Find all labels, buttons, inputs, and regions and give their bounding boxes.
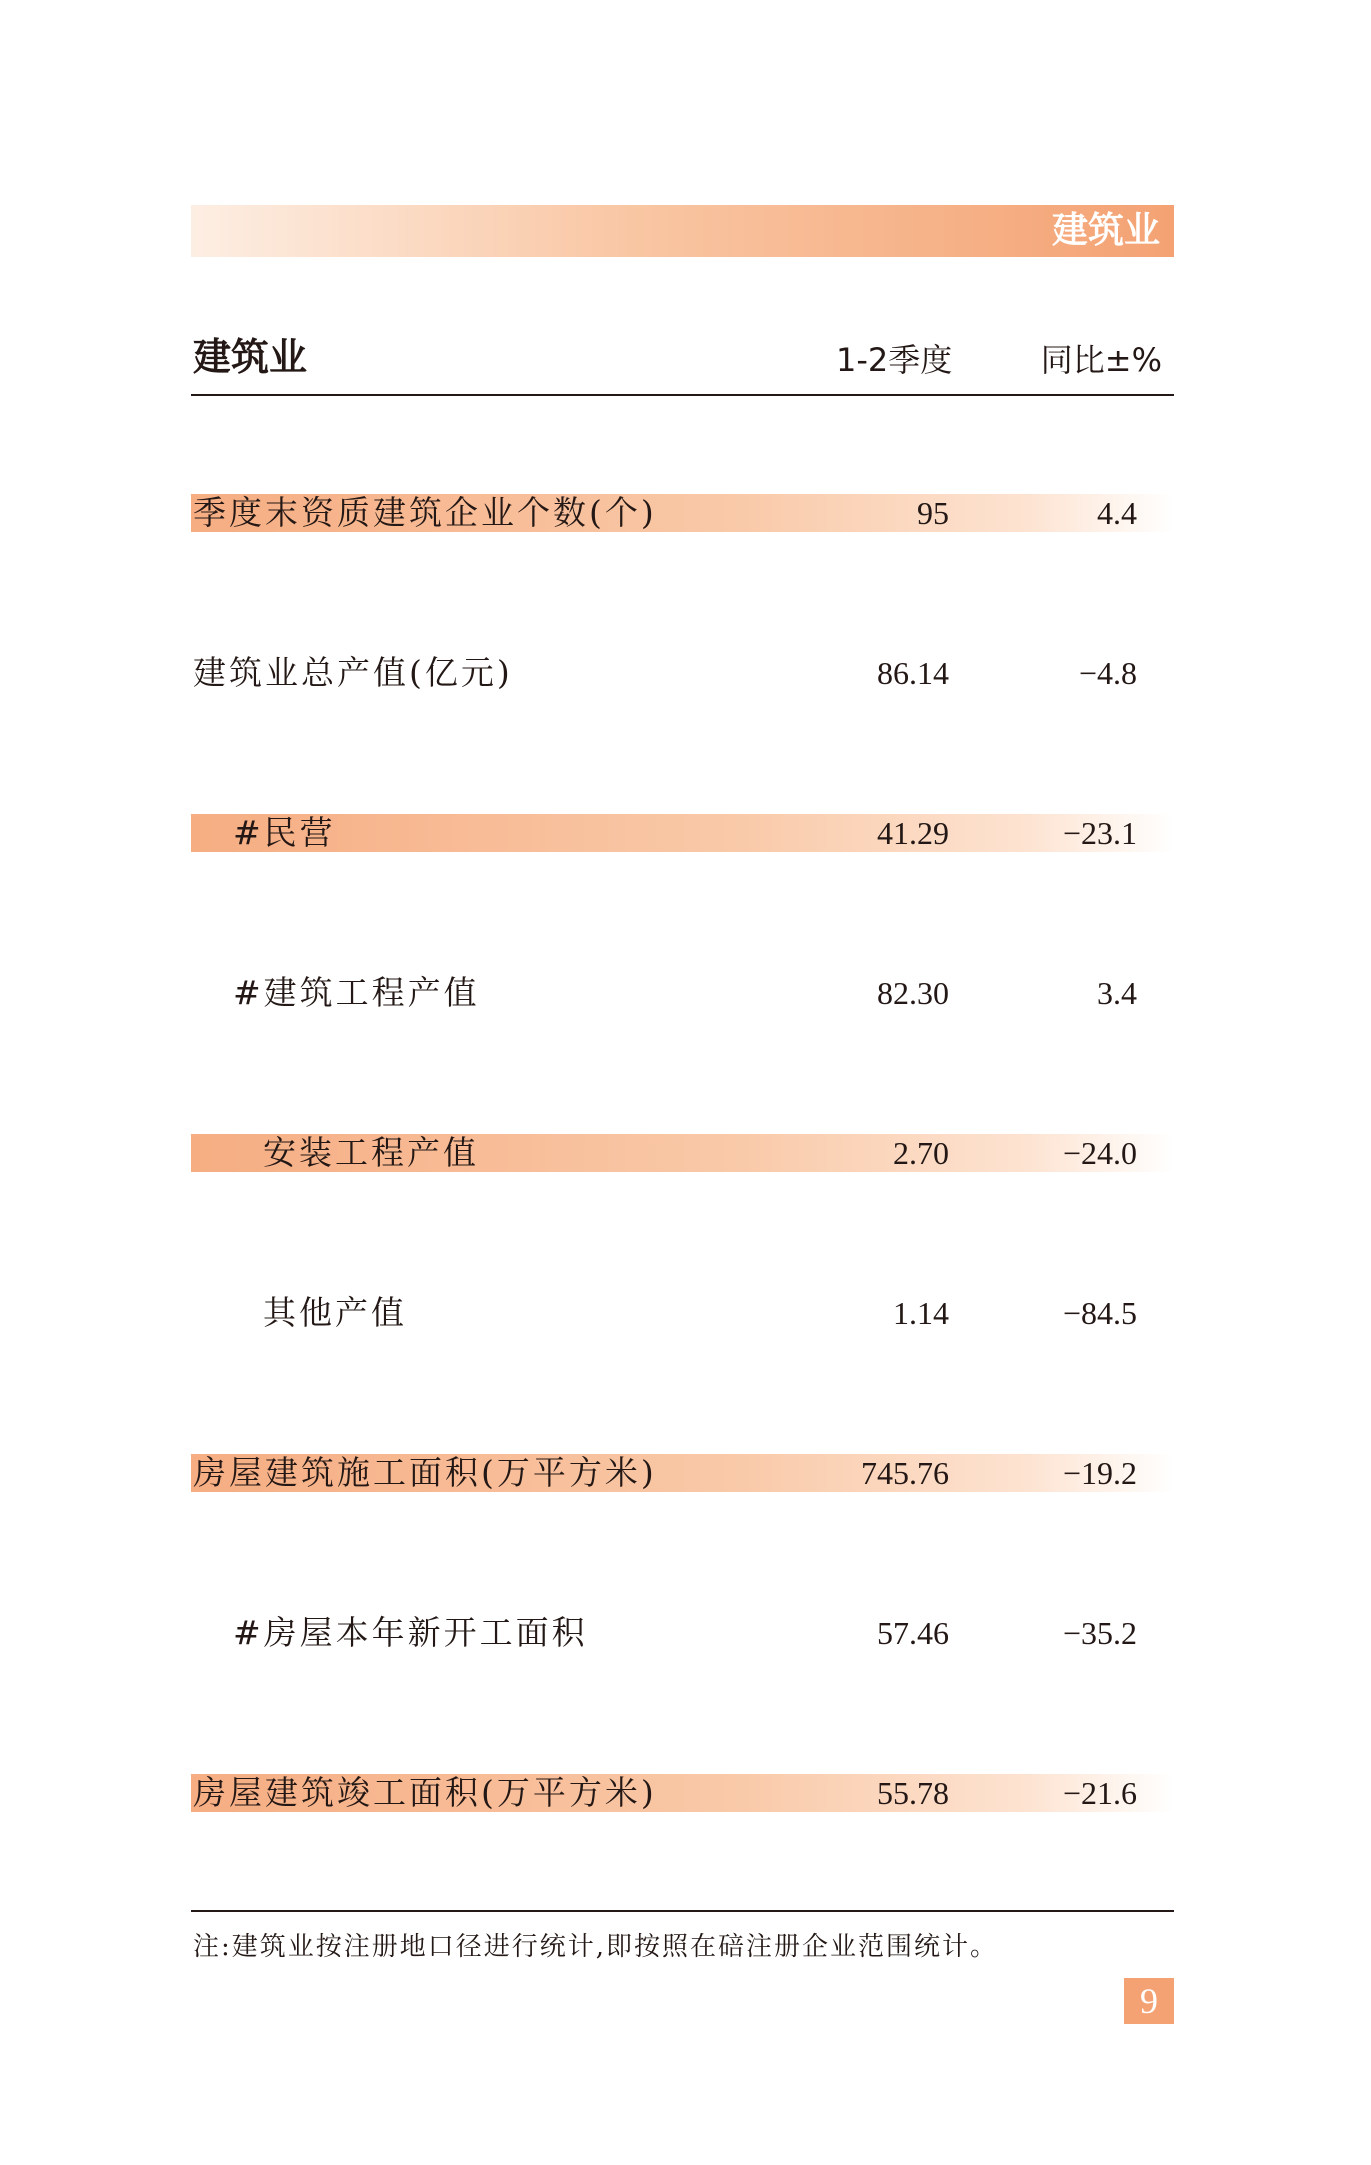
row-yoy: 3.4 bbox=[1097, 975, 1137, 1011]
table-header bbox=[191, 328, 1174, 396]
table-row bbox=[191, 654, 1174, 692]
page-number: 9 bbox=[1124, 1978, 1174, 2024]
section-title: 建筑业 bbox=[1051, 210, 1160, 251]
row-value: 86.14 bbox=[877, 655, 949, 691]
row-yoy: −4.8 bbox=[1078, 655, 1137, 691]
table-row bbox=[191, 974, 1174, 1012]
row-value: 82.30 bbox=[877, 975, 949, 1011]
row-value: 55.78 bbox=[877, 1775, 949, 1811]
row-yoy: 4.4 bbox=[1097, 495, 1137, 531]
row-label: 房屋建筑竣工面积(万平方米) bbox=[193, 1773, 657, 1812]
row-yoy: −23.1 bbox=[1062, 815, 1137, 851]
header-yoy: 同比±% bbox=[1040, 341, 1162, 379]
row-label: #民营 bbox=[233, 813, 336, 852]
table-row bbox=[191, 494, 1174, 532]
row-yoy: −24.0 bbox=[1062, 1135, 1137, 1171]
row-yoy: −84.5 bbox=[1062, 1295, 1137, 1331]
row-label: 季度末资质建筑企业个数(个) bbox=[193, 493, 657, 532]
row-label: 建筑业总产值(亿元) bbox=[193, 653, 513, 692]
row-label: 房屋建筑施工面积(万平方米) bbox=[193, 1453, 657, 1492]
header-label: 建筑业 bbox=[193, 335, 308, 379]
table-row bbox=[191, 1294, 1174, 1332]
table-row bbox=[191, 1614, 1174, 1652]
table-row bbox=[191, 814, 1174, 852]
table-bottom-rule bbox=[191, 1910, 1174, 1912]
row-label: #建筑工程产值 bbox=[233, 973, 480, 1012]
row-yoy: −19.2 bbox=[1062, 1455, 1137, 1491]
row-value: 95 bbox=[917, 495, 949, 531]
row-value: 1.14 bbox=[893, 1295, 949, 1331]
row-label: 安装工程产值 bbox=[263, 1133, 479, 1172]
row-value: 745.76 bbox=[861, 1455, 949, 1491]
row-value: 2.70 bbox=[893, 1135, 949, 1171]
footnote: 注:建筑业按注册地口径进行统计,即按照在碚注册企业范围统计。 bbox=[193, 1932, 999, 1962]
row-value: 57.46 bbox=[877, 1615, 949, 1651]
table-row bbox=[191, 1134, 1174, 1172]
row-label: #房屋本年新开工面积 bbox=[233, 1613, 588, 1652]
table-row bbox=[191, 1774, 1174, 1812]
row-value: 41.29 bbox=[877, 815, 949, 851]
section-banner bbox=[191, 205, 1174, 257]
row-yoy: −35.2 bbox=[1062, 1615, 1137, 1651]
table-row bbox=[191, 1454, 1174, 1492]
row-yoy: −21.6 bbox=[1062, 1775, 1137, 1811]
row-label: 其他产值 bbox=[263, 1293, 407, 1332]
header-period: 1-2季度 bbox=[836, 341, 953, 379]
